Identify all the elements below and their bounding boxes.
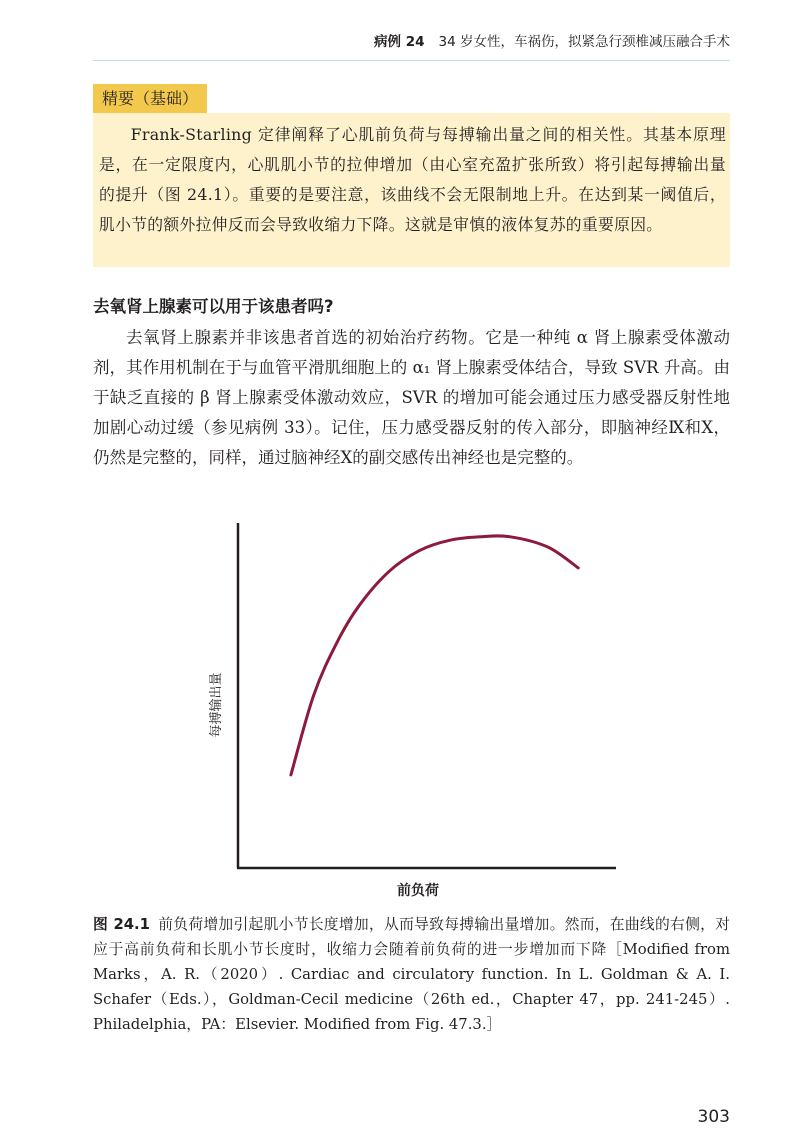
summary-text: Frank-Starling 定律阐释了心肌前负荷与每搏输出量之间的相关性。其基本原理是，在一定限度内，心肌肌小节的拉伸增加（由心室充盈扩张所致）将引起每搏输出量的提升（图 24.1）。重要的是要注意，该曲线不会无限制地上升。在达到某一阈值后，肌小节的额外拉伸反而会导致收缩力下降。这就是审慎的液体复苏的重要原因。 [99,125,726,234]
summary-box [93,113,730,267]
stroke-volume-curve [291,536,578,775]
running-header [93,30,730,61]
section-body: 去氧肾上腺素并非该患者首选的初始治疗药物。它是一种纯 α 肾上腺素受体激动剂，其作用机制在于与血管平滑肌细胞上的 α₁ 肾上腺素受体结合，导致 SVR 升高。由于缺乏直接的 β 肾上腺素受体激动效应，SVR 的增加可能会通过压力感受器反射性地加剧心动过缓（参见病例 33）。记住，压力感受器反射的传入部分，即脑神经Ⅸ和Ⅹ，仍然是完整的，同样，通过脑神经Ⅹ的副交感传出神经也是完整的。 [93,328,730,467]
page-number: 303 [697,1107,730,1127]
section-heading: 去氧肾上腺素可以用于该患者吗? [93,297,334,316]
x-axis-label: 前负荷 [397,883,439,899]
frank-starling-chart [196,515,636,905]
case-label: 病例 24 [374,34,425,50]
figure-caption-label: 图 24.1 [93,916,150,933]
figure-caption [93,912,730,1037]
summary-tag: 精要（基础） [93,84,207,113]
frank-starling-figure [196,515,636,905]
case-title: 34 岁女性，车祸伤，拟紧急行颈椎减压融合手术 [438,34,730,50]
figure-caption-text: 前负荷增加引起肌小节长度增加，从而导致每搏输出量增加。然而，在曲线的右侧，对应于高前负荷和长肌小节长度时，收缩力会随着前负荷的进一步增加而下降［Modified from Marks，A. R.（2020）. Cardiac and circulatory function. In L. Goldman & A. I. Schafer（Eds.），Goldman-Cecil medicine（26th ed.，Chapter 47，pp. 241-245）. Philadelphia，PA：Elsevier. Modified from Fig. 47.3.］ [93,916,730,1033]
y-axis-label: 每搏输出量 [209,672,224,738]
